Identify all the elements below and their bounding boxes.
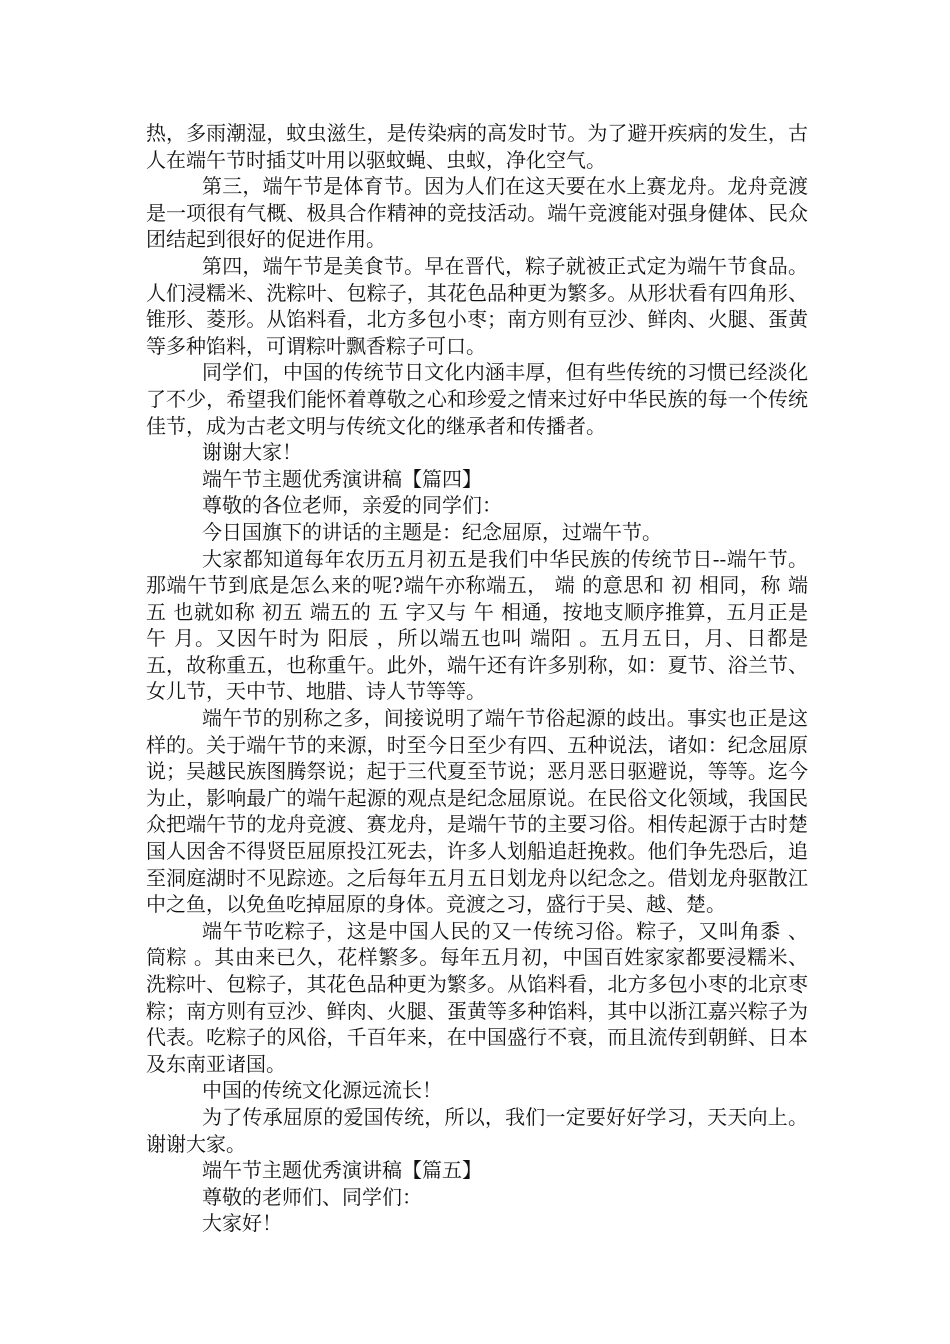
- paragraph: 端午节的别称之多，间接说明了端午节俗起源的歧出。事实也正是这样的。关于端午节的来源，时至今日至少有四、五种说法，诸如：纪念屈原说；吴越民族图腾祭说；起于三代夏至节说；恶月恶日驱避说，等等。迄今为止，影响最广的端午起源的观点是纪念屈原说。在民俗文化领域，我国民众把端午节的龙舟竞渡、赛龙舟，是端午节的主要习俗。相传起源于古时楚国人因舍不得贤臣屈原投江死去，许多人划船追赶挽救。他们争先恐后，追至洞庭湖时不见踪迹。之后每年五月五日划龙舟以纪念之。借划龙舟驱散江中之鱼，以免鱼吃掉屈原的身体。竞渡之习，盛行于吴、越、楚。: [146, 706, 808, 917]
- section-heading: 端午节主题优秀演讲稿【篇五】: [202, 1158, 482, 1183]
- paragraph: 今日国旗下的讲话的主题是：纪念屈原，过端午节。: [202, 519, 662, 544]
- section-heading: 端午节主题优秀演讲稿【篇四】: [202, 466, 482, 491]
- paragraph: 为了传承屈原的爱国传统，所以，我们一定要好好学习，天天向上。谢谢大家。: [146, 1104, 808, 1156]
- paragraph: 热，多雨潮湿，蚊虫滋生，是传染病的高发时节。为了避开疾病的发生，古人在端午节时插艾叶用以驱蚊蝇、虫蚁，净化空气。: [146, 121, 808, 172]
- document-body: [146, 120, 808, 1237]
- paragraph: 谢谢大家！: [202, 440, 302, 465]
- salutation: 尊敬的各位老师，亲爱的同学们：: [202, 493, 502, 518]
- paragraph: 同学们，中国的传统节日文化内涵丰厚，但有些传统的习惯已经淡化了不少，希望我们能怀着尊敬之心和珍爱之情来过好中华民族的每一个传统佳节，成为古老文明与传统文化的继承者和传播者。: [146, 360, 808, 438]
- paragraph: 第四，端午节是美食节。早在晋代，粽子就被正式定为端午节食品。人们浸糯米、洗粽叶、包粽子，其花色品种更为繁多。从形状看有四角形、锥形、菱形。从馅料看，北方多包小枣；南方则有豆沙、鲜肉、火腿、蛋黄等多种馅料，可谓粽叶飘香粽子可口。: [146, 253, 808, 358]
- paragraph: 中国的传统文化源远流长！: [202, 1078, 442, 1103]
- paragraph: 端午节吃粽子，这是中国人民的又一传统习俗。粽子，又叫角黍 、 筒粽 。其由来已久，花样繁多。每年五月初，中国百姓家家都要浸糯米、洗粽叶、包粽子，其花色品种更为繁多。从馅料看，北方多包小枣的北京枣粽；南方则有豆沙、鲜肉、火腿、蛋黄等多种馅料，其中以浙江嘉兴粽子为代表。吃粽子的风俗，千百年来，在中国盛行不衰，而且流传到朝鲜、日本及东南亚诸国。: [146, 918, 808, 1076]
- paragraph: 第三，端午节是体育节。因为人们在这天要在水上赛龙舟。龙舟竞渡是一项很有气概、极具合作精神的竞技活动。端午竞渡能对强身健体、民众团结起到很好的促进作用。: [146, 174, 808, 252]
- salutation: 尊敬的老师们、同学们：: [202, 1184, 422, 1209]
- paragraph: 大家好！: [202, 1211, 282, 1236]
- paragraph: 大家都知道每年农历五月初五是我们中华民族的传统节日--端午节。那端午节到底是怎么来的呢?端午亦称端五， 端 的意思和 初 相同，称 端五 也就如称 初五 端五的 五 字又与 午 相通，按地支顺序推算，五月正是 午 月。又因午时为 阳辰 ，所以端五也叫 端阳 。五月五日，月、日都是五，故称重五，也称重午。此外，端午还有许多别称，如：夏节、浴兰节、女儿节，天中节、地腊、诗人节等等。: [146, 546, 808, 704]
